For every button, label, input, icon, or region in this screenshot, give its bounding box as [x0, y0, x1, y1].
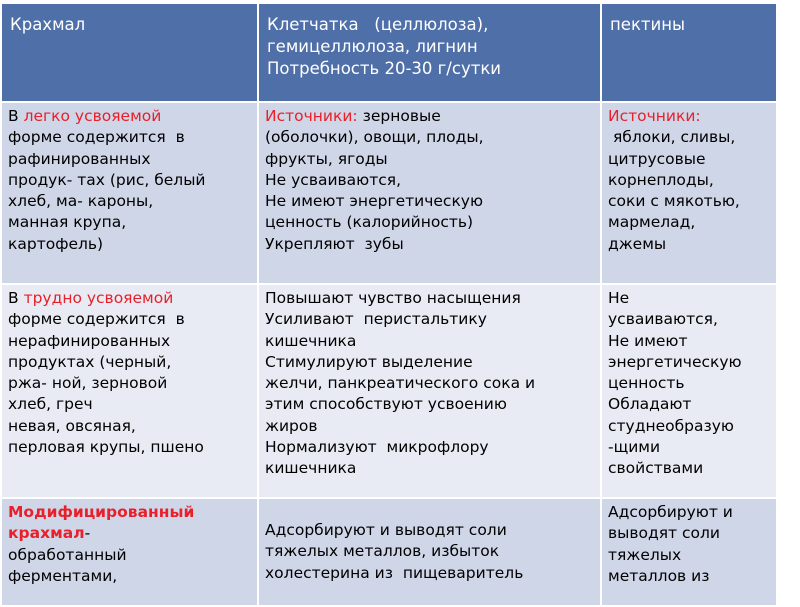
- cell-line: тяжелых: [608, 545, 682, 564]
- cell-line: ферментами,: [8, 566, 118, 585]
- highlight-text: трудно усвояемой: [23, 289, 174, 307]
- cell-line: (оболочки), овощи, плоды,: [265, 128, 484, 147]
- cell-line: соки с мякотью,: [608, 192, 740, 211]
- highlight-text: легко усвояемой: [23, 107, 162, 125]
- cell-line: Не: [608, 289, 630, 307]
- cell-line: хлеб, ма- кароны,: [8, 192, 154, 211]
- header-fiber-line-2: гемицеллюлоза, лигнин: [267, 37, 478, 56]
- cell-line: ценность: [608, 374, 685, 393]
- cell-line: -щими: [608, 438, 661, 457]
- header-fiber-line-1: Клетчатка (целлюлоза),: [267, 15, 489, 34]
- cell-fiber-sources: [258, 102, 601, 284]
- header-pectins-label: пектины: [610, 15, 686, 34]
- cell-pectin-effects: [601, 284, 777, 498]
- cell-line: Не имеют: [608, 331, 688, 350]
- cell-line: жиров: [265, 416, 318, 435]
- cell-line: [8, 288, 251, 309]
- cell-line: тяжелых металлов, избыток: [265, 542, 500, 561]
- cell-line: [265, 106, 594, 127]
- cell-line: Адсорбируют и выводят соли: [265, 521, 507, 539]
- header-starch: [1, 3, 258, 102]
- cell-line: рафинированных: [8, 149, 151, 168]
- header-row: [1, 3, 777, 102]
- cell-spacer: [265, 502, 594, 520]
- cell-line: джемы: [608, 234, 667, 253]
- cell-line: манная крупа,: [8, 213, 127, 232]
- cell-line: хлеб, греч: [8, 395, 93, 414]
- highlight-text: Источники:: [608, 107, 701, 125]
- cell-pectin-adsorption: [601, 498, 777, 606]
- cell-line: студнеобразую: [608, 416, 734, 435]
- cell-line: картофель): [8, 234, 104, 253]
- table-row: [1, 102, 777, 284]
- cell-modified-starch: [1, 498, 258, 606]
- cell-line: кишечника: [265, 459, 357, 478]
- cell-line: выводят соли: [608, 524, 720, 543]
- cell-fiber-adsorption: [258, 498, 601, 606]
- cell-line: невая, овсяная,: [8, 416, 136, 435]
- cell-line: Стимулируют выделение: [265, 352, 473, 371]
- cell-line: Усиливают перистальтику: [265, 310, 487, 329]
- cell-line: энергетическую: [608, 352, 742, 371]
- cell-line: фрукты, ягоды: [265, 149, 388, 168]
- cell-line: [8, 523, 251, 544]
- cell-line: продуктах (черный,: [8, 352, 172, 371]
- cell-line: перловая крупы, пшено: [8, 438, 204, 457]
- header-fiber: [258, 3, 601, 102]
- cell-line: металлов из: [608, 566, 710, 585]
- comparison-table: [0, 2, 778, 607]
- table-row: [1, 284, 777, 498]
- header-starch-label: Крахмал: [10, 15, 86, 34]
- cell-line: ценность (калорийность): [265, 213, 474, 232]
- cell-hard-starch: [1, 284, 258, 498]
- cell-prefix: В: [8, 289, 24, 307]
- highlight-text: Источники:: [265, 107, 358, 125]
- cell-line: продук- тах (рис, белый: [8, 170, 206, 189]
- cell-text: -: [84, 524, 91, 543]
- cell-line: желчи, панкреатического сока и: [265, 374, 536, 393]
- cell-line: этим способствуют усвоению: [265, 395, 507, 414]
- cell-line: форме содержится в: [8, 128, 185, 147]
- cell-line: Нормализуют микрофлору: [265, 438, 489, 457]
- cell-line: яблоки, сливы,: [608, 128, 736, 147]
- cell-line: форме содержится в: [8, 310, 185, 329]
- cell-line: Не имеют энергетическую: [265, 192, 484, 211]
- cell-line: холестерина из пищеваритель: [265, 563, 524, 582]
- highlight-text: Модифицированный: [8, 503, 195, 521]
- table-row: [1, 498, 777, 606]
- cell-line: кишечника: [265, 331, 357, 350]
- cell-text: зерновые: [357, 107, 441, 125]
- cell-line: Не усваиваются,: [265, 170, 402, 189]
- cell-line: мармелад,: [608, 213, 696, 232]
- cell-line: обработанный: [8, 545, 127, 564]
- cell-line: нерафинированных: [8, 331, 171, 350]
- cell-line: свойствами: [608, 459, 704, 478]
- cell-prefix: В: [8, 107, 24, 125]
- cell-line: усваиваются,: [608, 310, 718, 329]
- header-fiber-line-3: Потребность 20-30 г/сутки: [267, 59, 502, 78]
- cell-line: Укрепляют зубы: [265, 234, 404, 253]
- cell-line: Повышают чувство насыщения: [265, 289, 521, 307]
- cell-line: [8, 106, 251, 127]
- cell-pectin-sources: [601, 102, 777, 284]
- header-pectins: [601, 3, 777, 102]
- cell-line: Обладают: [608, 395, 692, 414]
- cell-line: цитрусовые: [608, 149, 706, 168]
- cell-line: Адсорбируют и: [608, 503, 733, 521]
- cell-line: ржа- ной, зерновой: [8, 374, 168, 393]
- cell-fiber-effects: [258, 284, 601, 498]
- highlight-text: крахмал: [8, 524, 85, 543]
- cell-easy-starch: [1, 102, 258, 284]
- cell-line: корнеплоды,: [608, 170, 714, 189]
